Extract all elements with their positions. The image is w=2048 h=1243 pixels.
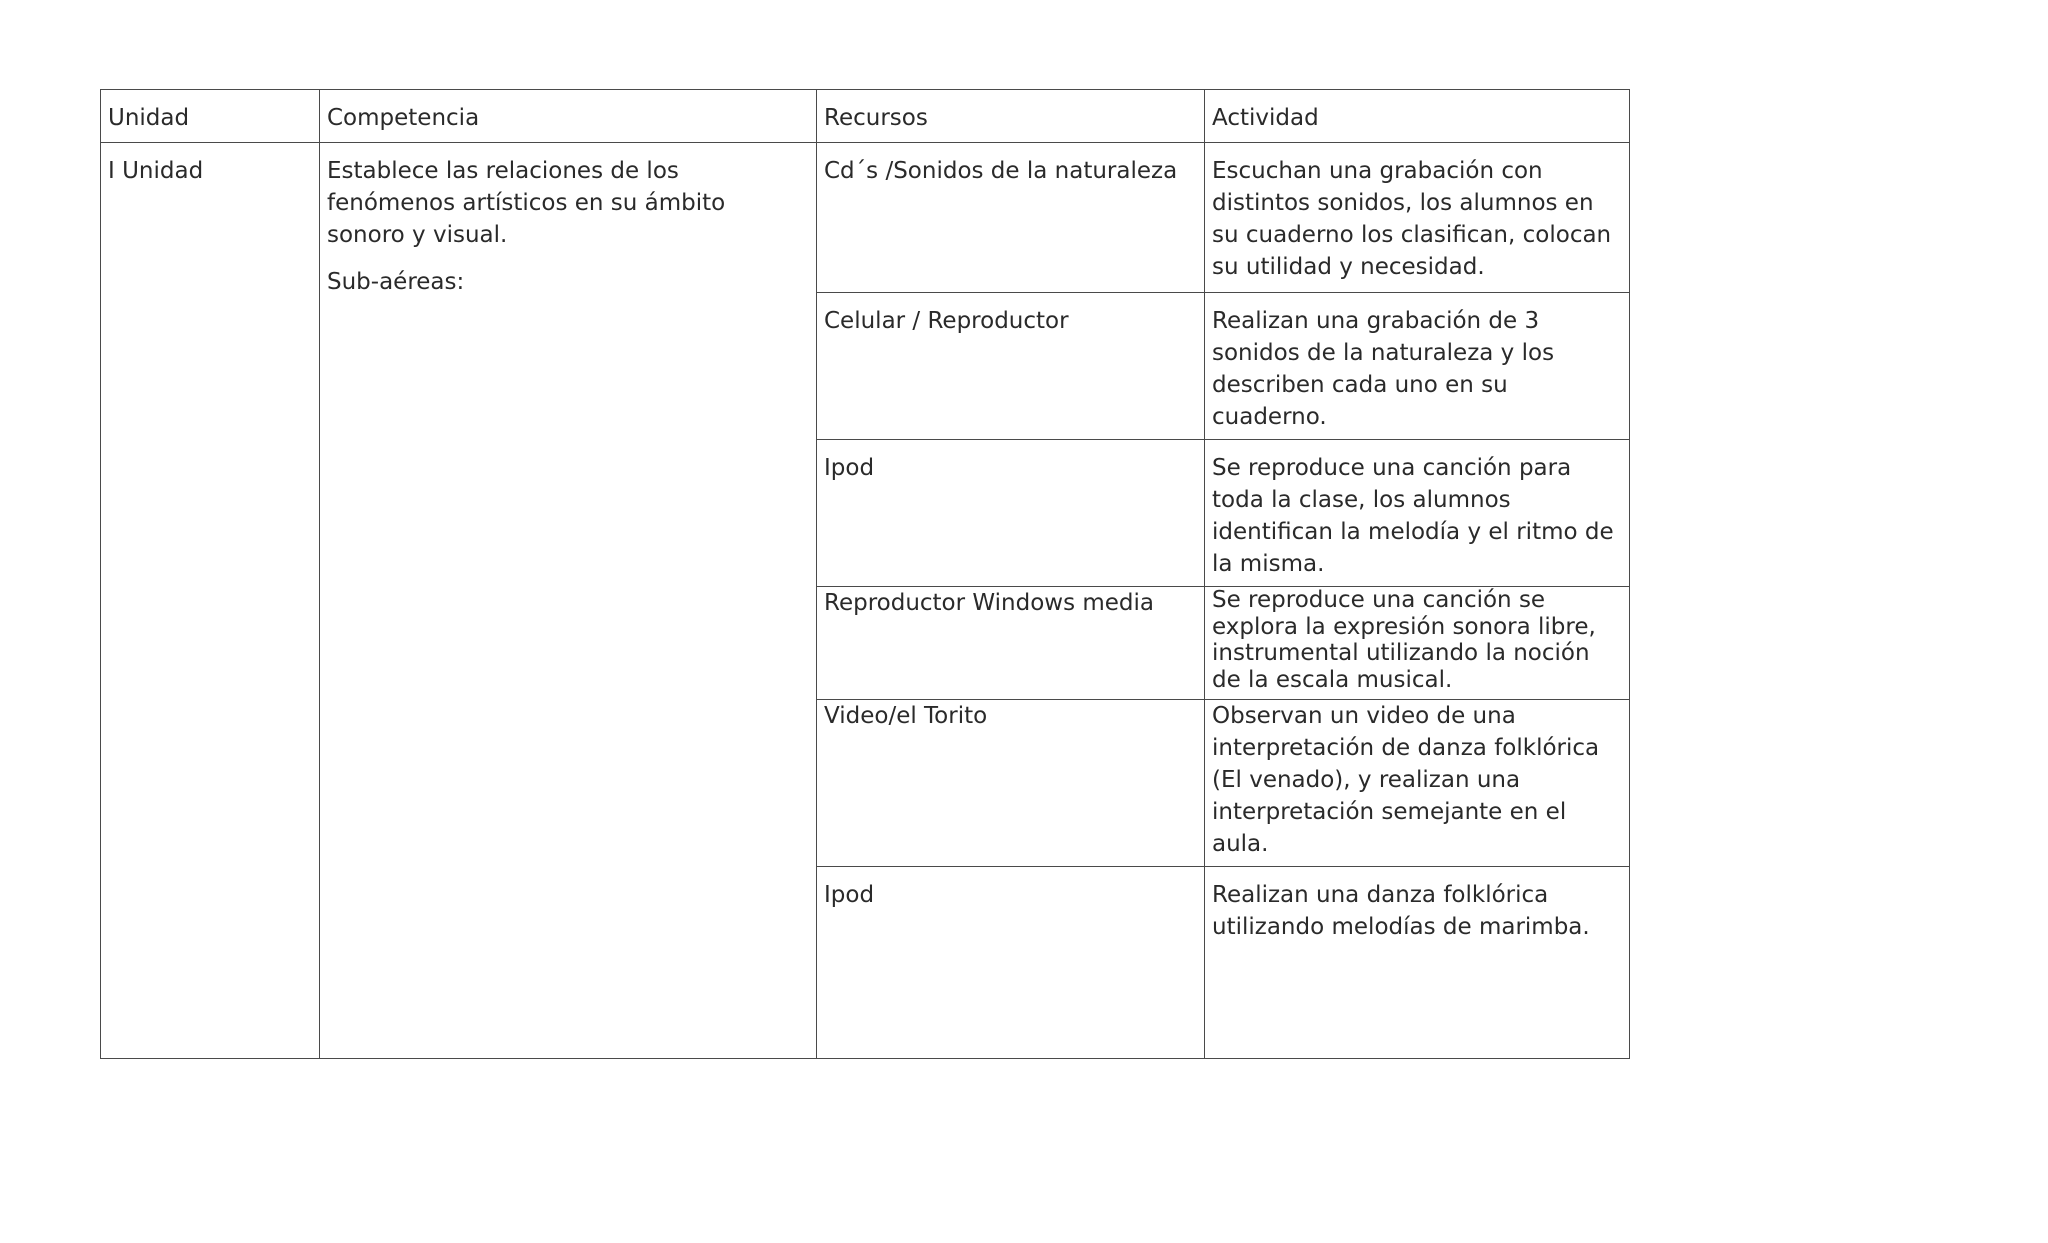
actividad-cell: Escuchan una grabación con distintos sonidos, los alumnos en su cuaderno los clasifican, colocan su utilidad y necesidad. (1205, 143, 1630, 293)
competencia-text: Establece las relaciones de los fenómenos artísticos en su ámbito sonoro y visual. (327, 158, 726, 248)
actividad-cell: Se reproduce una canción se explora la expresión sonora libre, instrumental utilizando la noción de la escala musical. (1205, 587, 1630, 700)
table-row (101, 143, 1630, 293)
recurso-cell: Reproductor Windows media (817, 587, 1205, 700)
sub-areas-label: Sub-aéreas: (327, 269, 465, 295)
header-actividad: Actividad (1205, 90, 1630, 143)
header-competencia: Competencia (320, 90, 817, 143)
actividad-cell: Se reproduce una canción para toda la clase, los alumnos identifican la melodía y el ritmo de la misma. (1205, 440, 1630, 587)
recurso-cell: Ipod (817, 867, 1205, 1059)
recurso-cell: Cd´s /Sonidos de la naturaleza (817, 143, 1205, 293)
actividad-cell: Realizan una danza folklórica utilizando melodías de marimba. (1205, 867, 1630, 1059)
unidad-cell: I Unidad (101, 143, 320, 1059)
actividad-cell: Realizan una grabación de 3 sonidos de la naturaleza y los describen cada uno en su cuaderno. (1205, 293, 1630, 440)
recurso-cell: Video/el Torito (817, 700, 1205, 867)
actividad-cell: Observan un video de una interpretación de danza folklórica (El venado), y realizan una interpretación semejante en el aula. (1205, 700, 1630, 867)
table-header-row (101, 90, 1630, 143)
header-recursos: Recursos (817, 90, 1205, 143)
header-unidad: Unidad (101, 90, 320, 143)
competencia-cell (320, 143, 817, 1059)
recurso-cell: Ipod (817, 440, 1205, 587)
recurso-cell: Celular / Reproductor (817, 293, 1205, 440)
lesson-plan-table (100, 89, 1630, 1059)
